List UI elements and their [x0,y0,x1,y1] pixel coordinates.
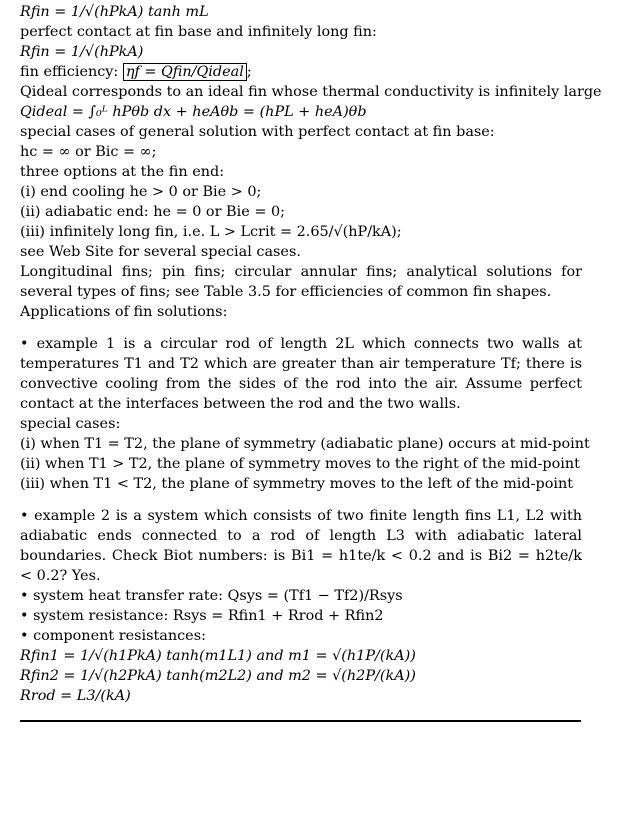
text-line: (iii) when T1 < T2, the plane of symmetry moves to the left of the mid-point [20,476,574,492]
text-line: (ii) when T1 > T2, the plane of symmetry moves to the right of the mid-point [20,456,580,472]
rrod-equation: Rrod = L3/(kA) [20,688,131,704]
rfin2-equation: Rfin2 = 1/√(h2PkA) tanh(m2L2) and m2 = √(h2P/(kA)) [20,668,416,684]
text-line: special cases: [20,416,121,432]
text-line: • component resistances: [20,628,206,644]
text-line: perfect contact at fin base and infinitely long fin: [20,24,377,40]
fin-resistance-equation: Rfin = 1/√(hPkA) tanh mL [20,4,209,20]
paragraph: Longitudinal fins; pin fins; circular annular fins; analytical solutions for several types of fins; see Table 3.5 for efficiencies of common fin shapes. [20,264,582,300]
fin-efficiency-boxed-equation: ηf = Qfin/Qideal [123,63,247,81]
text-line: • system resistance: Rsys = Rfin1 + Rrod + Rfin2 [20,608,384,624]
text-line: Applications of fin solutions: [20,304,228,320]
rfin1-equation: Rfin1 = 1/√(h1PkA) tanh(m1L1) and m1 = √(h1P/(kA)) [20,648,416,664]
spacer [20,322,582,334]
semicolon: ; [246,64,252,80]
fin-efficiency-line [20,62,582,82]
text-line: (i) when T1 = T2, the plane of symmetry (adiabatic plane) occurs at mid-point [20,436,590,452]
horizontal-rule [20,720,581,722]
text-line: Qideal corresponds to an ideal fin whose thermal conductivity is infinitely large [20,84,602,100]
fin-efficiency-label: fin efficiency: [20,64,123,80]
q-ideal-equation: Qideal = ∫₀ᴸ hPθb dx + heAθb = (hPL + heA)θb [20,104,367,120]
text-line: three options at the fin end: [20,164,225,180]
text-line: see Web Site for several special cases. [20,244,301,260]
text-line: (ii) adiabatic end: he = 0 or Bie = 0; [20,204,285,220]
text-line: (iii) infinitely long fin, i.e. L > Lcrit = 2.65/√(hP/kA); [20,224,402,240]
spacer [20,494,582,506]
infinite-fin-resistance-equation: Rfin = 1/√(hPkA) [20,44,144,60]
example-1-paragraph: • example 1 is a circular rod of length 2L which connects two walls at temperatures T1 and T2 which are greater than air temperature Tf; there is convective cooling from the sides of the rod into the air. Assume perfect contact at the interfaces between the rod and the two walls. [20,336,582,412]
text-line: special cases of general solution with perfect contact at fin base: [20,124,495,140]
lecture-notes-page [20,2,602,706]
text-line: (i) end cooling he > 0 or Bie > 0; [20,184,262,200]
example-2-paragraph: • example 2 is a system which consists of two finite length fins L1, L2 with adiabatic ends connected to a rod of length L3 with adiabatic lateral boundaries. Check Biot numbers: is Bi1 = h1te/k < 0.2 and is Bi2 = h2te/k < 0.2? Yes. [20,508,582,584]
text-line: hc = ∞ or Bic = ∞; [20,144,157,160]
text-line: • system heat transfer rate: Qsys = (Tf1 − Tf2)/Rsys [20,588,403,604]
